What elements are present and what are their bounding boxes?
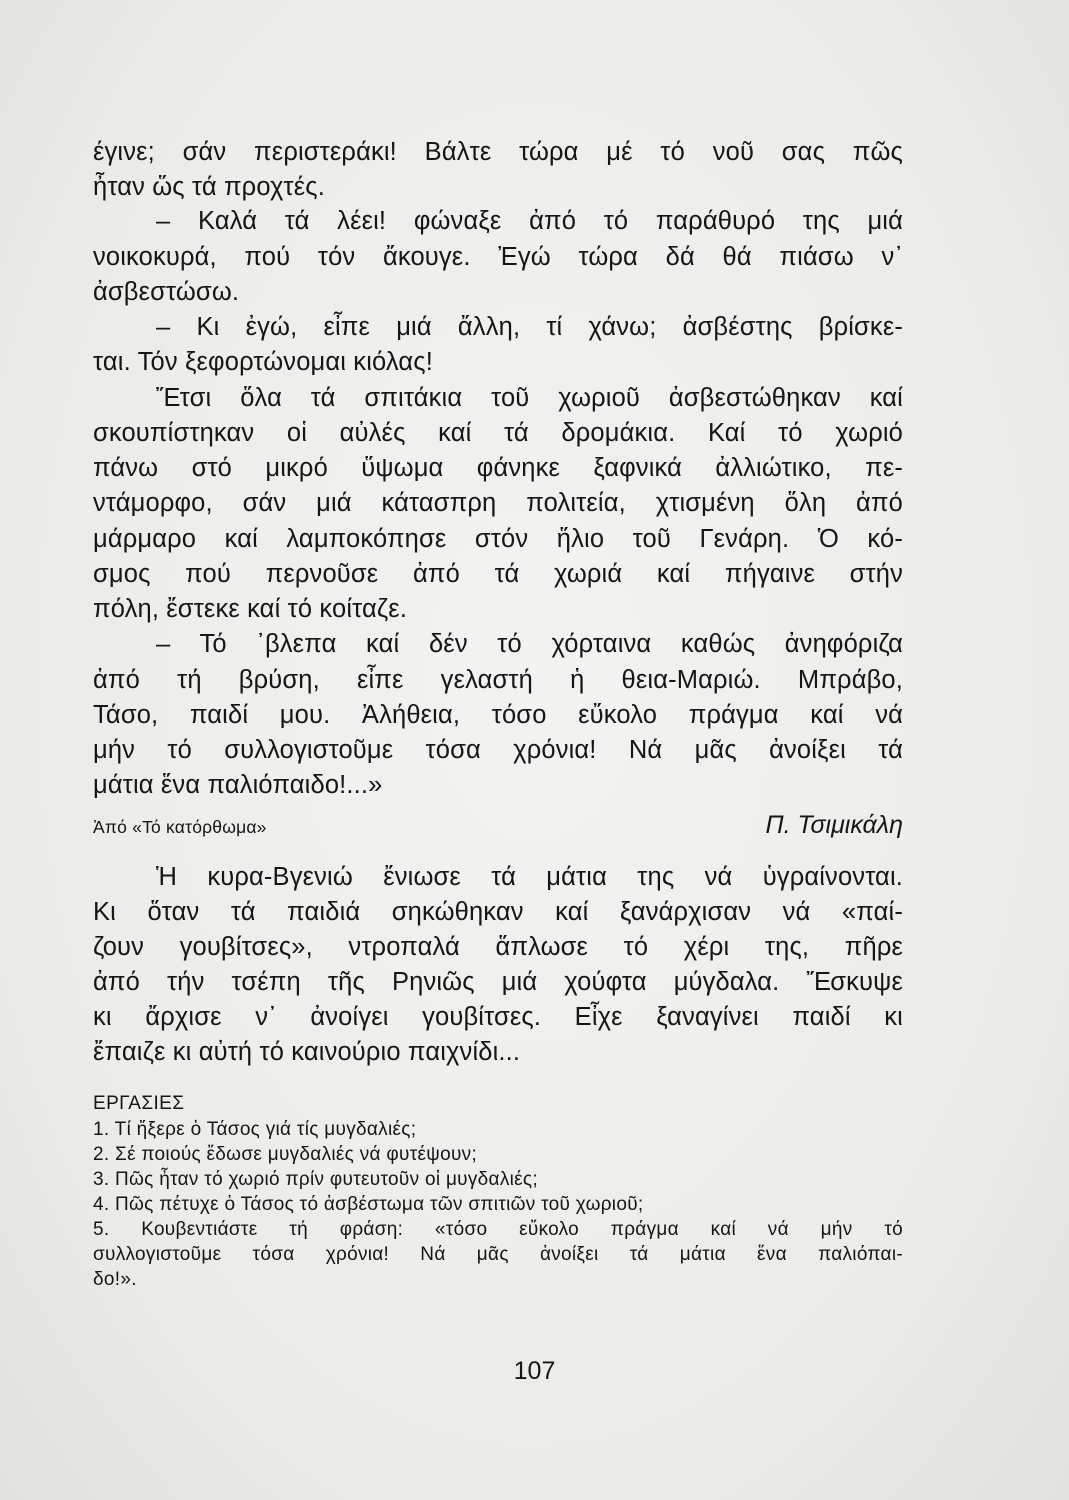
story-line: μάρμαρο καί λαμποκόπησε στόν ἥλιο τοῦ Γενάρη. Ὁ κό- [93, 525, 903, 553]
story-line: πάνω στό μικρό ὕψωμα φάνηκε ξαφνικά ἀλλιώτικο, πε- [93, 454, 903, 482]
story-line: πόλη, ἔστεκε καί τό κοίταζε. [93, 595, 408, 623]
story-line: ἀσβεστώσω. [93, 278, 240, 306]
exercise-item: 1. Τί ἤξερε ὁ Τάσος γιά τίς μυγδαλιές; [93, 1119, 417, 1140]
exercises-heading: ΕΡΓΑΣΙΕΣ [93, 1093, 185, 1114]
source-attribution [93, 811, 903, 841]
story-line: – Καλά τά λέει! φώναξε ἀπό τό παράθυρό της μιά [156, 207, 903, 235]
story-line: νοικοκυρά, πού τόν ἄκουγε. Ἐγώ τώρα δά θά πιάσω ν᾿ [93, 243, 903, 271]
story-line: ντάμορφο, σάν μιά κάτασπρη πολιτεία, χτισμένη ὅλη ἀπό [93, 489, 903, 517]
source-author: Π. Τσιμικάλη [765, 811, 903, 839]
exercise-item: 5. Κουβεντιάστε τή φράση: «τόσο εὔκολο πράγμα καί νά μήν τό [93, 1219, 903, 1240]
continuation-line: ἀπό τήν τσέπη τῆς Ρηνιῶς μιά χούφτα μύγδαλα. Ἔσκυψε [93, 968, 903, 996]
exercise-item-continued: συλλογιστοῦμε τόσα χρόνια! Νά μᾶς ἀνοίξει τά μάτια ἕνα παλιόπαι- [93, 1244, 903, 1265]
exercise-item: 3. Πῶς ἦταν τό χωριό πρίν φυτευτοῦν οἱ μυγδαλιές; [93, 1169, 538, 1190]
continuation-line: κι ἄρχισε ν᾿ ἀνοίγει γουβίτσες. Εἶχε ξαναγίνει παιδί κι [93, 1003, 903, 1031]
story-line: μήν τό συλλογιστοῦμε τόσα χρόνια! Νά μᾶς ἀνοίξει τά [93, 736, 903, 764]
continuation-line: ζουν γουβίτσες», ντροπαλά ἅπλωσε τό χέρι της, πῆρε [93, 933, 903, 961]
story-line: ται. Τόν ξεφορτώνομαι κιόλας! [93, 348, 433, 376]
story-line: ἀπό τή βρύση, εἶπε γελαστή ἡ θεια-Μαριώ. Μπράβο, [93, 666, 903, 694]
exercise-item: 2. Σέ ποιούς ἔδωσε μυγδαλιές νά φυτέψουν; [93, 1144, 478, 1165]
story-line: Ἔτσι ὅλα τά σπιτάκια τοῦ χωριοῦ ἀσβεστώθηκαν καί [156, 384, 903, 412]
story-line: – Τό ᾿βλεπα καί δέν τό χόρταινα καθώς ἀνηφόριζα [156, 630, 903, 658]
continuation-line: Κι ὅταν τά παιδιά σηκώθηκαν καί ξανάρχισαν νά «παί- [93, 898, 903, 926]
continuation-line: Ἡ κυρα-Βγενιώ ἔνιωσε τά μάτια της νά ὑγραίνονται. [156, 863, 903, 891]
source-title: Ἀπό «Τό κατόρθωμα» [93, 817, 267, 837]
story-line: σκουπίστηκαν οἱ αὐλές καί τά δρομάκια. Καί τό χωριό [93, 419, 903, 447]
story-line: – Κι ἐγώ, εἶπε μιά ἄλλη, τί χάνω; ἀσβέστης βρίσκε- [156, 313, 903, 341]
story-line: μάτια ἕνα παλιόπαιδο!...» [93, 771, 383, 799]
exercise-item-continued: δο!». [93, 1269, 137, 1290]
page-number: 107 [513, 1357, 556, 1385]
exercise-item: 4. Πῶς πέτυχε ὁ Τάσος τό ἀσβέστωμα τῶν σπιτιῶν τοῦ χωριοῦ; [93, 1194, 644, 1215]
story-line: Τάσο, παιδί μου. Ἀλήθεια, τόσο εὔκολο πράγμα καί νά [93, 701, 903, 729]
story-line: σμος πού περνοῦσε ἀπό τά χωριά καί πήγαινε στήν [93, 560, 903, 588]
story-line: ἦταν ὥς τά προχτές. [93, 173, 325, 201]
continuation-line: ἔπαιζε κι αὐτή τό καινούριο παιχνίδι... [93, 1038, 521, 1066]
story-line: έγινε; σάν περιστεράκι! Βάλτε τώρα μέ τό νοῦ σας πῶς [93, 138, 903, 166]
